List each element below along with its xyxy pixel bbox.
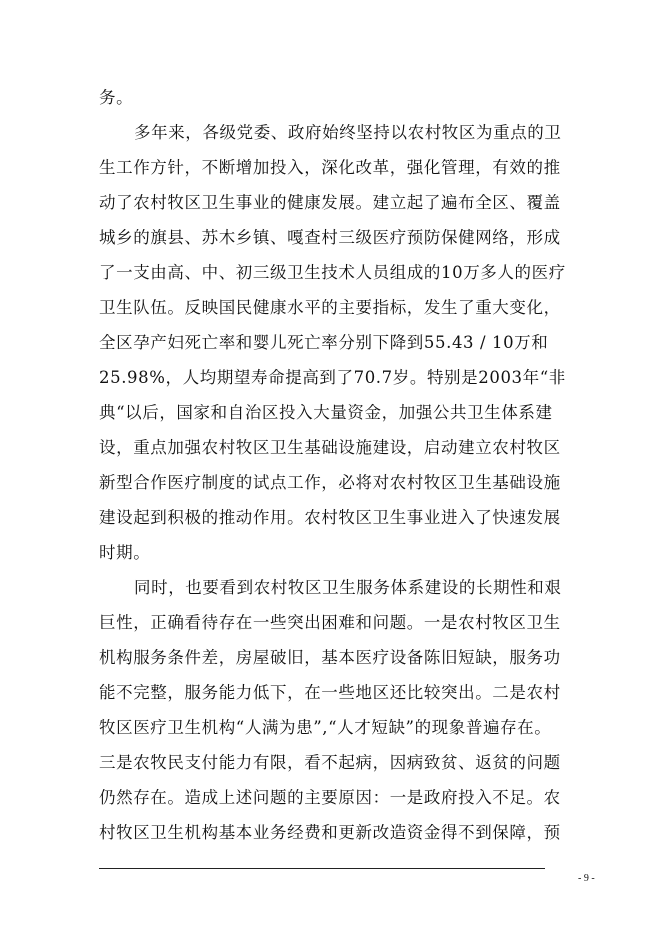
text-line: 能不完整，服务能力低下，在一些地区还比较突出。二是农村 bbox=[99, 683, 561, 702]
text-line: 村牧区卫生机构基本业务经费和更新改造资金得不到保障，预 bbox=[99, 823, 561, 842]
text-line: 时期。 bbox=[99, 543, 151, 562]
text-line: 巨性，正确看待存在一些突出困难和问题。一是农村牧区卫生 bbox=[99, 613, 561, 632]
text-line: 全区孕产妇死亡率和婴儿死亡率分别下降到55.43 / 10万和 bbox=[99, 333, 549, 352]
text-line: 同时，也要看到农村牧区卫生服务体系建设的长期性和艰 bbox=[134, 578, 562, 597]
page-number: - 9 - bbox=[578, 873, 595, 884]
text-line: 典“以后，国家和自治区投入大量资金，加强公共卫生体系建 bbox=[99, 403, 553, 422]
text-line: 机构服务条件差，房屋破旧，基本医疗设备陈旧短缺，服务功 bbox=[99, 648, 561, 667]
text-line: 牧区医疗卫生机构“人满为患”,“人才短缺”的现象普遍存在。 bbox=[99, 718, 552, 737]
text-line: 设，重点加强农村牧区卫生基础设施建设，启动建立农村牧区 bbox=[99, 438, 561, 457]
text-line: 卫生队伍。反映国民健康水平的主要指标，发生了重大变化， bbox=[99, 298, 561, 317]
footer-rule bbox=[99, 868, 545, 869]
text-line: 城乡的旗县、苏木乡镇、嘎查村三级医疗预防保健网络，形成 bbox=[99, 228, 561, 247]
text-line: 新型合作医疗制度的试点工作，必将对农村牧区卫生基础设施 bbox=[99, 473, 561, 492]
text-line: 建设起到积极的推动作用。农村牧区卫生事业进入了快速发展 bbox=[99, 508, 561, 527]
text-line: 三是农牧民支付能力有限，看不起病，因病致贫、返贫的问题 bbox=[99, 753, 561, 772]
text-line: 多年来，各级党委、政府始终坚持以农村牧区为重点的卫 bbox=[134, 123, 562, 142]
text-line: 务。 bbox=[99, 88, 134, 107]
text-line: 25.98%，人均期望寿命提高到了70.7岁。特别是2003年“非 bbox=[99, 368, 566, 387]
text-line: 生工作方针，不断增加投入，深化改革，强化管理，有效的推 bbox=[99, 158, 561, 177]
text-line: 动了农村牧区卫生事业的健康发展。建立起了遍布全区、覆盖 bbox=[99, 193, 561, 212]
text-line: 仍然存在。造成上述问题的主要原因：一是政府投入不足。农 bbox=[99, 788, 561, 807]
text-line: 了一支由高、中、初三级卫生技术人员组成的10万多人的医疗 bbox=[99, 263, 566, 282]
